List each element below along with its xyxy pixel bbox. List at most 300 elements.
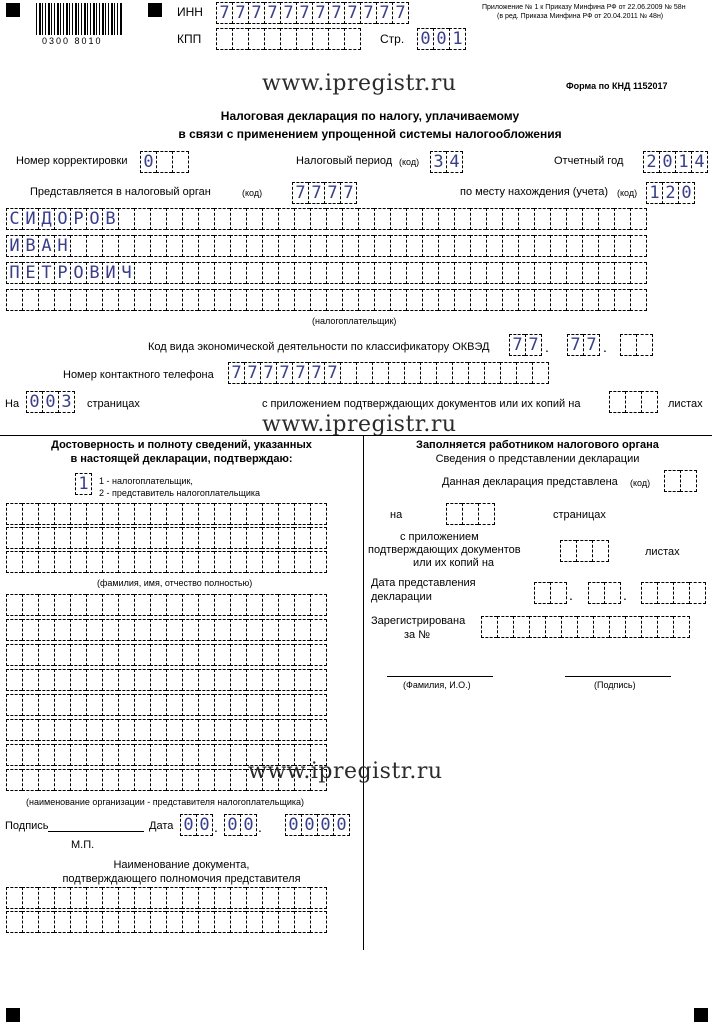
- char-cell[interactable]: [438, 208, 454, 230]
- char-cell[interactable]: [310, 619, 327, 641]
- char-cell[interactable]: [566, 235, 582, 257]
- char-cell[interactable]: 7: [509, 334, 525, 356]
- char-cell[interactable]: [166, 669, 182, 691]
- char-cell[interactable]: [230, 644, 246, 666]
- char-cell[interactable]: [198, 235, 214, 257]
- char-cell[interactable]: [150, 619, 166, 641]
- char-cell[interactable]: [294, 289, 310, 311]
- char-cell[interactable]: [38, 527, 54, 549]
- char-cell[interactable]: [182, 527, 198, 549]
- char-cell[interactable]: А: [38, 235, 54, 257]
- char-cell[interactable]: [118, 719, 134, 741]
- char-cell[interactable]: 7: [292, 362, 308, 384]
- okved-cells-3[interactable]: [620, 334, 653, 356]
- char-cell[interactable]: [374, 289, 390, 311]
- char-cell[interactable]: [198, 503, 214, 525]
- char-cell[interactable]: [38, 669, 54, 691]
- char-cell[interactable]: 4: [691, 151, 708, 173]
- date-year-cells[interactable]: [285, 814, 350, 836]
- char-cell[interactable]: [278, 503, 294, 525]
- char-cell[interactable]: [534, 235, 550, 257]
- char-cell[interactable]: [436, 362, 452, 384]
- char-cell[interactable]: [38, 594, 54, 616]
- char-cell[interactable]: [310, 551, 327, 573]
- char-cell[interactable]: 0: [140, 151, 156, 173]
- char-cell[interactable]: [438, 235, 454, 257]
- char-cell[interactable]: [6, 289, 22, 311]
- char-cell[interactable]: [86, 887, 102, 909]
- char-cell[interactable]: [182, 911, 198, 933]
- char-cell[interactable]: [118, 669, 134, 691]
- char-cell[interactable]: 7: [583, 334, 600, 356]
- char-cell[interactable]: И: [6, 235, 22, 257]
- char-cell[interactable]: [372, 362, 388, 384]
- char-cell[interactable]: [38, 289, 54, 311]
- char-cell[interactable]: [296, 28, 312, 50]
- char-cell[interactable]: 1: [646, 182, 662, 204]
- char-cell[interactable]: [134, 527, 150, 549]
- char-cell[interactable]: 0: [42, 391, 58, 413]
- char-cell[interactable]: [118, 551, 134, 573]
- char-cell[interactable]: 7: [292, 182, 308, 204]
- char-cell[interactable]: [102, 694, 118, 716]
- char-cell[interactable]: [150, 694, 166, 716]
- char-cell[interactable]: [326, 289, 342, 311]
- char-cell[interactable]: [294, 719, 310, 741]
- char-cell[interactable]: [54, 551, 70, 573]
- char-cell[interactable]: [6, 719, 22, 741]
- char-cell[interactable]: [278, 208, 294, 230]
- char-cell[interactable]: [246, 911, 262, 933]
- char-cell[interactable]: [166, 527, 182, 549]
- char-cell[interactable]: [38, 694, 54, 716]
- char-cell[interactable]: [264, 28, 280, 50]
- char-cell[interactable]: [614, 208, 630, 230]
- char-cell[interactable]: [134, 289, 150, 311]
- char-cell[interactable]: [38, 744, 54, 766]
- kpp-cells[interactable]: [216, 28, 361, 50]
- char-cell[interactable]: [534, 262, 550, 284]
- char-cell[interactable]: [657, 582, 673, 604]
- char-cell[interactable]: [262, 594, 278, 616]
- char-cell[interactable]: [630, 289, 647, 311]
- char-cell[interactable]: [70, 719, 86, 741]
- char-cell[interactable]: [86, 744, 102, 766]
- char-cell[interactable]: Т: [38, 262, 54, 284]
- char-cell[interactable]: [344, 28, 361, 50]
- char-cell[interactable]: [198, 719, 214, 741]
- char-cell[interactable]: [500, 362, 516, 384]
- char-cell[interactable]: [262, 887, 278, 909]
- char-cell[interactable]: [70, 887, 86, 909]
- char-cell[interactable]: [310, 527, 327, 549]
- char-cell[interactable]: [54, 527, 70, 549]
- char-cell[interactable]: [454, 289, 470, 311]
- char-cell[interactable]: [454, 262, 470, 284]
- char-cell[interactable]: [214, 262, 230, 284]
- char-cell[interactable]: [532, 362, 549, 384]
- char-cell[interactable]: 0: [196, 814, 213, 836]
- char-cell[interactable]: [22, 719, 38, 741]
- char-cell[interactable]: [374, 235, 390, 257]
- char-cell[interactable]: [86, 289, 102, 311]
- char-cell[interactable]: [150, 503, 166, 525]
- char-cell[interactable]: [198, 289, 214, 311]
- char-cell[interactable]: [150, 551, 166, 573]
- taxpayer-name-row-3[interactable]: [6, 262, 647, 284]
- char-cell[interactable]: [22, 594, 38, 616]
- char-cell[interactable]: [214, 289, 230, 311]
- char-cell[interactable]: 7: [308, 362, 324, 384]
- submission-year-cells[interactable]: [641, 582, 706, 604]
- char-cell[interactable]: [102, 669, 118, 691]
- char-cell[interactable]: 0: [301, 814, 317, 836]
- char-cell[interactable]: [22, 644, 38, 666]
- char-cell[interactable]: [118, 208, 134, 230]
- char-cell[interactable]: [673, 582, 689, 604]
- char-cell[interactable]: 7: [324, 362, 340, 384]
- char-cell[interactable]: [70, 503, 86, 525]
- char-cell[interactable]: [214, 644, 230, 666]
- char-cell[interactable]: [438, 262, 454, 284]
- char-cell[interactable]: [230, 208, 246, 230]
- char-cell[interactable]: [420, 362, 436, 384]
- char-cell[interactable]: [484, 362, 500, 384]
- taxpayer-name-row-4[interactable]: [6, 289, 647, 311]
- char-cell[interactable]: [86, 594, 102, 616]
- char-cell[interactable]: 7: [328, 2, 344, 24]
- char-cell[interactable]: 7: [308, 182, 324, 204]
- char-cell[interactable]: [550, 235, 566, 257]
- char-cell[interactable]: [198, 527, 214, 549]
- char-cell[interactable]: 1: [75, 473, 92, 495]
- char-cell[interactable]: П: [6, 262, 22, 284]
- char-cell[interactable]: [294, 551, 310, 573]
- char-cell[interactable]: [198, 594, 214, 616]
- char-cell[interactable]: [38, 551, 54, 573]
- char-cell[interactable]: [118, 887, 134, 909]
- char-cell[interactable]: [534, 208, 550, 230]
- char-cell[interactable]: [54, 619, 70, 641]
- char-cell[interactable]: [22, 911, 38, 933]
- char-cell[interactable]: [470, 262, 486, 284]
- char-cell[interactable]: [134, 594, 150, 616]
- char-cell[interactable]: [150, 289, 166, 311]
- char-cell[interactable]: [310, 289, 326, 311]
- char-cell[interactable]: [134, 719, 150, 741]
- char-cell[interactable]: [604, 582, 621, 604]
- char-cell[interactable]: [166, 769, 182, 791]
- char-cell[interactable]: [172, 151, 189, 173]
- char-cell[interactable]: [230, 262, 246, 284]
- char-cell[interactable]: И: [102, 262, 118, 284]
- char-cell[interactable]: [358, 262, 374, 284]
- char-cell[interactable]: [446, 503, 462, 525]
- char-cell[interactable]: [134, 911, 150, 933]
- char-cell[interactable]: [198, 744, 214, 766]
- char-cell[interactable]: [6, 644, 22, 666]
- char-cell[interactable]: [529, 616, 545, 638]
- char-cell[interactable]: [182, 594, 198, 616]
- char-cell[interactable]: [326, 235, 342, 257]
- char-cell[interactable]: [150, 235, 166, 257]
- char-cell[interactable]: [134, 262, 150, 284]
- char-cell[interactable]: [310, 911, 327, 933]
- char-cell[interactable]: [246, 527, 262, 549]
- char-cell[interactable]: [230, 619, 246, 641]
- char-cell[interactable]: [689, 582, 706, 604]
- char-cell[interactable]: [294, 887, 310, 909]
- char-cell[interactable]: [406, 208, 422, 230]
- char-cell[interactable]: [374, 208, 390, 230]
- char-cell[interactable]: 7: [248, 2, 264, 24]
- char-cell[interactable]: [278, 887, 294, 909]
- char-cell[interactable]: 0: [659, 151, 675, 173]
- char-cell[interactable]: [22, 887, 38, 909]
- char-cell[interactable]: [6, 911, 22, 933]
- char-cell[interactable]: [561, 616, 577, 638]
- char-cell[interactable]: [70, 551, 86, 573]
- char-cell[interactable]: [614, 235, 630, 257]
- char-cell[interactable]: [70, 911, 86, 933]
- char-cell[interactable]: [294, 503, 310, 525]
- char-cell[interactable]: [150, 911, 166, 933]
- char-cell[interactable]: [294, 669, 310, 691]
- char-cell[interactable]: [182, 551, 198, 573]
- char-cell[interactable]: [534, 289, 550, 311]
- char-cell[interactable]: [86, 527, 102, 549]
- char-cell[interactable]: 4: [446, 151, 463, 173]
- char-cell[interactable]: [166, 644, 182, 666]
- char-cell[interactable]: 1: [675, 151, 691, 173]
- char-cell[interactable]: [310, 235, 326, 257]
- char-cell[interactable]: [182, 744, 198, 766]
- char-cell[interactable]: [70, 594, 86, 616]
- char-cell[interactable]: [22, 744, 38, 766]
- char-cell[interactable]: [406, 262, 422, 284]
- char-cell[interactable]: [70, 694, 86, 716]
- page-number-cells[interactable]: [417, 28, 466, 50]
- char-cell[interactable]: [470, 235, 486, 257]
- char-cell[interactable]: [641, 391, 658, 413]
- char-cell[interactable]: [230, 911, 246, 933]
- char-cell[interactable]: 2: [662, 182, 678, 204]
- char-cell[interactable]: [390, 208, 406, 230]
- char-cell[interactable]: [406, 235, 422, 257]
- char-cell[interactable]: [150, 744, 166, 766]
- char-cell[interactable]: [246, 887, 262, 909]
- char-cell[interactable]: [214, 719, 230, 741]
- char-cell[interactable]: [70, 769, 86, 791]
- char-cell[interactable]: [312, 28, 328, 50]
- char-cell[interactable]: И: [22, 208, 38, 230]
- char-cell[interactable]: [358, 235, 374, 257]
- char-cell[interactable]: [326, 262, 342, 284]
- char-cell[interactable]: [182, 694, 198, 716]
- char-cell[interactable]: [620, 334, 636, 356]
- char-cell[interactable]: [310, 208, 326, 230]
- char-cell[interactable]: [246, 719, 262, 741]
- char-cell[interactable]: [118, 503, 134, 525]
- char-cell[interactable]: [262, 551, 278, 573]
- char-cell[interactable]: 7: [280, 2, 296, 24]
- char-cell[interactable]: [38, 769, 54, 791]
- char-cell[interactable]: [86, 619, 102, 641]
- char-cell[interactable]: [6, 551, 22, 573]
- org-row-3[interactable]: [6, 644, 327, 666]
- char-cell[interactable]: [592, 540, 609, 562]
- doc-row-2[interactable]: [6, 911, 327, 933]
- char-cell[interactable]: О: [86, 208, 102, 230]
- char-cell[interactable]: [54, 694, 70, 716]
- char-cell[interactable]: [22, 694, 38, 716]
- char-cell[interactable]: [481, 616, 497, 638]
- char-cell[interactable]: 0: [285, 814, 301, 836]
- char-cell[interactable]: [278, 619, 294, 641]
- char-cell[interactable]: [566, 208, 582, 230]
- char-cell[interactable]: [166, 262, 182, 284]
- char-cell[interactable]: [664, 470, 680, 492]
- char-cell[interactable]: 7: [244, 362, 260, 384]
- char-cell[interactable]: [452, 362, 468, 384]
- char-cell[interactable]: [198, 887, 214, 909]
- char-cell[interactable]: [502, 208, 518, 230]
- char-cell[interactable]: [70, 527, 86, 549]
- doc-row-1[interactable]: [6, 887, 327, 909]
- char-cell[interactable]: [518, 289, 534, 311]
- char-cell[interactable]: [576, 540, 592, 562]
- char-cell[interactable]: [118, 769, 134, 791]
- char-cell[interactable]: [534, 582, 550, 604]
- char-cell[interactable]: 0: [26, 391, 42, 413]
- char-cell[interactable]: [70, 644, 86, 666]
- char-cell[interactable]: [182, 887, 198, 909]
- char-cell[interactable]: [342, 208, 358, 230]
- char-cell[interactable]: [230, 694, 246, 716]
- char-cell[interactable]: [390, 235, 406, 257]
- char-cell[interactable]: [70, 669, 86, 691]
- char-cell[interactable]: [550, 208, 566, 230]
- char-cell[interactable]: О: [54, 208, 70, 230]
- char-cell[interactable]: [518, 235, 534, 257]
- period-cells[interactable]: [430, 151, 463, 173]
- char-cell[interactable]: 0: [180, 814, 196, 836]
- char-cell[interactable]: [422, 262, 438, 284]
- okved-cells-1[interactable]: [509, 334, 542, 356]
- char-cell[interactable]: [560, 540, 576, 562]
- char-cell[interactable]: [134, 235, 150, 257]
- char-cell[interactable]: [356, 362, 372, 384]
- taxpayer-name-row-2[interactable]: [6, 235, 647, 257]
- char-cell[interactable]: [156, 151, 172, 173]
- char-cell[interactable]: [214, 911, 230, 933]
- char-cell[interactable]: [214, 619, 230, 641]
- char-cell[interactable]: [134, 887, 150, 909]
- char-cell[interactable]: [6, 619, 22, 641]
- char-cell[interactable]: [358, 289, 374, 311]
- char-cell[interactable]: [673, 616, 690, 638]
- char-cell[interactable]: Ч: [118, 262, 134, 284]
- char-cell[interactable]: [513, 616, 529, 638]
- char-cell[interactable]: 0: [433, 28, 449, 50]
- char-cell[interactable]: [246, 594, 262, 616]
- char-cell[interactable]: [497, 616, 513, 638]
- char-cell[interactable]: [216, 28, 232, 50]
- char-cell[interactable]: [54, 503, 70, 525]
- char-cell[interactable]: [230, 719, 246, 741]
- char-cell[interactable]: [102, 619, 118, 641]
- char-cell[interactable]: 3: [58, 391, 75, 413]
- char-cell[interactable]: [246, 503, 262, 525]
- okved-cells-2[interactable]: [567, 334, 600, 356]
- submitted-code-cells[interactable]: [664, 470, 697, 492]
- char-cell[interactable]: [374, 262, 390, 284]
- char-cell[interactable]: [468, 362, 484, 384]
- char-cell[interactable]: [310, 644, 327, 666]
- char-cell[interactable]: [598, 262, 614, 284]
- char-cell[interactable]: В: [102, 208, 118, 230]
- char-cell[interactable]: [598, 289, 614, 311]
- char-cell[interactable]: [38, 887, 54, 909]
- char-cell[interactable]: 1: [449, 28, 466, 50]
- char-cell[interactable]: [328, 28, 344, 50]
- char-cell[interactable]: [278, 594, 294, 616]
- char-cell[interactable]: [118, 911, 134, 933]
- char-cell[interactable]: [262, 235, 278, 257]
- char-cell[interactable]: [182, 208, 198, 230]
- char-cell[interactable]: [486, 289, 502, 311]
- char-cell[interactable]: [310, 503, 327, 525]
- org-row-4[interactable]: [6, 669, 327, 691]
- char-cell[interactable]: [22, 527, 38, 549]
- char-cell[interactable]: [86, 669, 102, 691]
- char-cell[interactable]: [182, 503, 198, 525]
- char-cell[interactable]: [134, 619, 150, 641]
- char-cell[interactable]: [248, 28, 264, 50]
- char-cell[interactable]: [278, 669, 294, 691]
- office-sheets-cells[interactable]: [560, 540, 609, 562]
- char-cell[interactable]: [614, 262, 630, 284]
- char-cell[interactable]: [278, 289, 294, 311]
- char-cell[interactable]: [150, 262, 166, 284]
- char-cell[interactable]: [134, 644, 150, 666]
- char-cell[interactable]: [550, 582, 567, 604]
- char-cell[interactable]: [166, 235, 182, 257]
- char-cell[interactable]: 0: [224, 814, 240, 836]
- char-cell[interactable]: [486, 235, 502, 257]
- char-cell[interactable]: [22, 551, 38, 573]
- char-cell[interactable]: 7: [525, 334, 542, 356]
- char-cell[interactable]: [598, 235, 614, 257]
- char-cell[interactable]: [404, 362, 420, 384]
- char-cell[interactable]: [6, 694, 22, 716]
- char-cell[interactable]: [102, 527, 118, 549]
- char-cell[interactable]: [636, 334, 653, 356]
- char-cell[interactable]: [70, 619, 86, 641]
- char-cell[interactable]: [588, 582, 604, 604]
- char-cell[interactable]: [102, 503, 118, 525]
- char-cell[interactable]: [38, 503, 54, 525]
- char-cell[interactable]: [230, 527, 246, 549]
- char-cell[interactable]: [310, 694, 327, 716]
- char-cell[interactable]: [246, 208, 262, 230]
- char-cell[interactable]: [657, 616, 673, 638]
- char-cell[interactable]: [246, 551, 262, 573]
- authority-cells[interactable]: [292, 182, 357, 204]
- char-cell[interactable]: [150, 719, 166, 741]
- char-cell[interactable]: [390, 262, 406, 284]
- char-cell[interactable]: [38, 911, 54, 933]
